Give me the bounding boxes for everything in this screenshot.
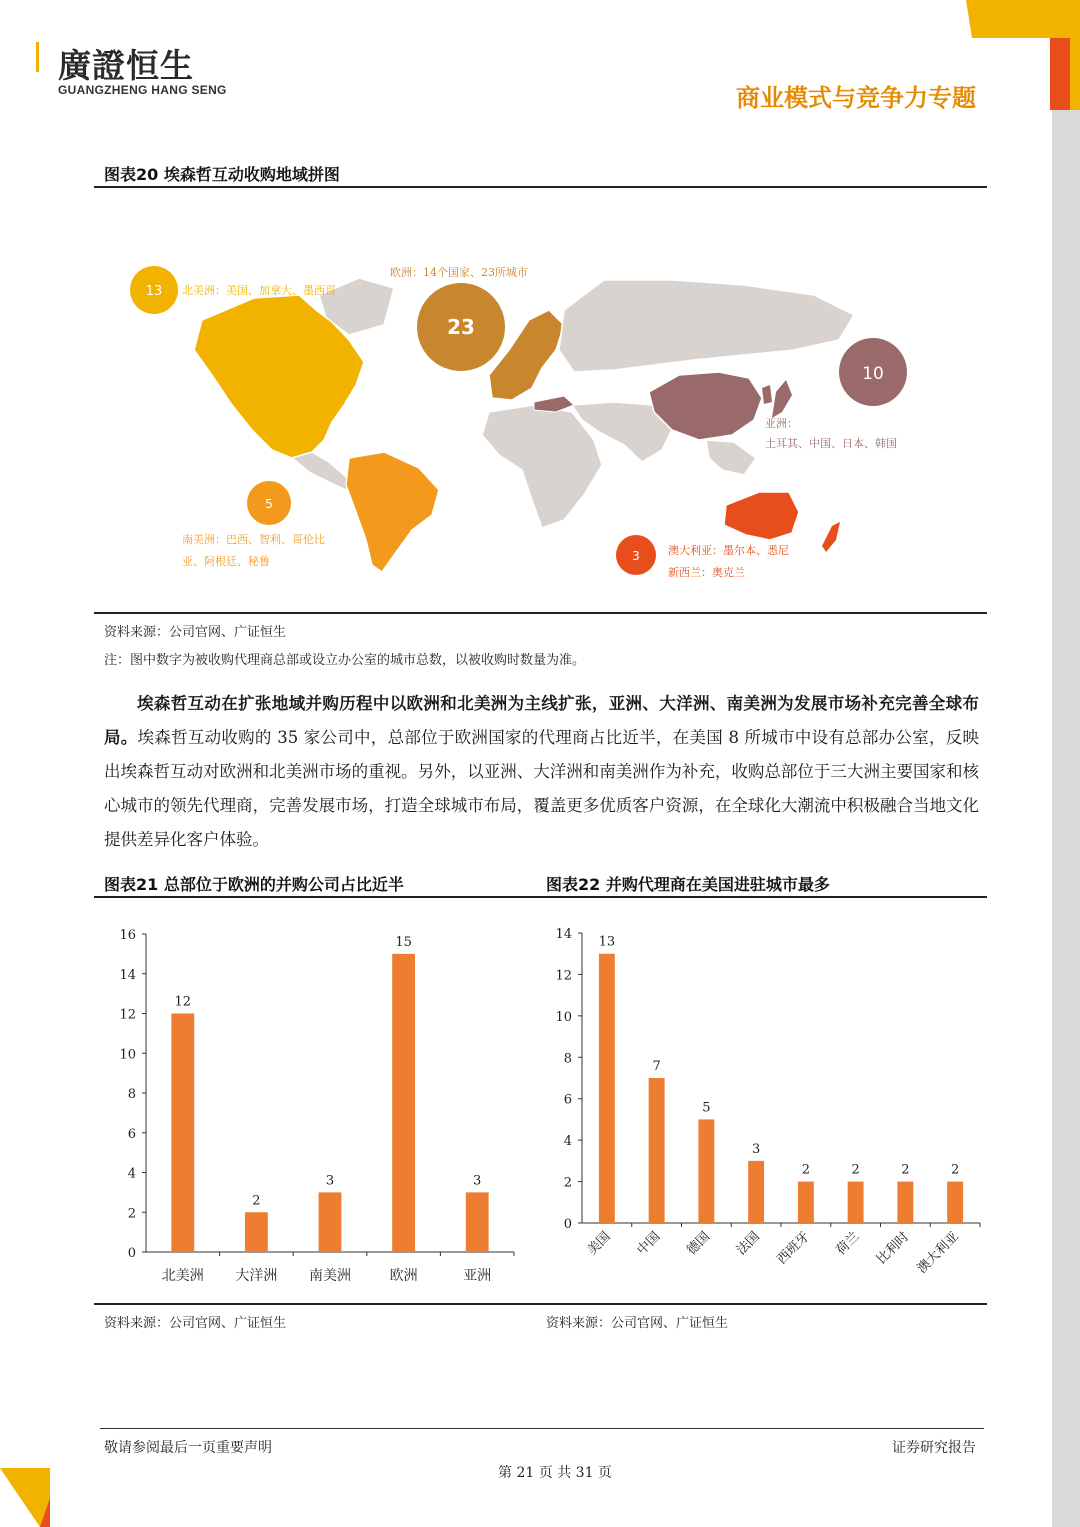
- body-paragraph: [104, 687, 979, 857]
- chart22-bar: [798, 1182, 814, 1223]
- asia-label-line2: 土耳其、中国、日本、韩国: [765, 437, 897, 450]
- chart22-category-label: 澳大利亚: [914, 1229, 962, 1277]
- japan-shape: [772, 380, 792, 418]
- chart21-data-label: 2: [252, 1193, 261, 1209]
- chart21-y-tick-label: 2: [127, 1206, 136, 1222]
- chart21-bar: [319, 1192, 342, 1252]
- chart22-bar: [897, 1182, 913, 1223]
- chart21-category-label: 亚洲: [463, 1268, 492, 1284]
- chart21-category-label: 大洋洲: [235, 1268, 278, 1284]
- chart22-category-label: 中国: [634, 1229, 664, 1259]
- chart22-category-label: 德国: [684, 1229, 714, 1259]
- new-zealand-shape: [822, 522, 840, 552]
- chart21-y-tick-label: 16: [119, 928, 136, 943]
- oceania-count: 3: [632, 549, 640, 563]
- figure20-note: 注：图中数字为被收购代理商总部或设立办公室的城市总数，以被收购时数量为准。: [104, 653, 586, 668]
- oceania-label-line2: 新西兰：奥克兰: [668, 566, 745, 579]
- figure22-source: 资料来源：公司官网、广证恒生: [546, 1316, 729, 1331]
- korea-shape: [762, 385, 772, 404]
- chart22-y-tick-label: 6: [563, 1092, 572, 1108]
- chart21-y-tick-label: 14: [119, 967, 136, 983]
- logo-mark: [36, 42, 39, 72]
- north-america-count: 13: [145, 284, 163, 299]
- figure20-source: 资料来源：公司官网、广证恒生: [104, 625, 287, 640]
- chart21-bar: [245, 1212, 268, 1252]
- chart22-bar: [698, 1119, 714, 1223]
- footer-disclaimer: 敬请参阅最后一页重要声明: [104, 1440, 272, 1456]
- north-america-label: 北美洲：美国、加拿大、墨西哥: [182, 284, 336, 297]
- chart21-data-label: 3: [473, 1173, 482, 1189]
- chart22-data-label: 3: [751, 1141, 761, 1157]
- figure22-title: 图表22 并购代理商在美国进驻城市最多: [546, 875, 830, 894]
- figure21-title: 图表21 总部位于欧洲的并购公司占比近半: [104, 875, 404, 894]
- turkey-shape: [534, 396, 574, 412]
- south-america-label-line1: 南美洲：巴西、智利、哥伦比: [182, 533, 325, 546]
- figure20-title: 图表20 埃森哲互动收购地域拼图: [104, 165, 340, 184]
- chart22-data-label: 2: [851, 1162, 860, 1178]
- figure21-source: 资料来源：公司官网、广证恒生: [104, 1316, 287, 1331]
- chart21-category-label: 欧洲: [389, 1268, 418, 1284]
- oceania-label-line1: 澳大利亚：墨尔本、悉尼: [668, 544, 789, 557]
- chart21-bar: [466, 1192, 489, 1252]
- chart22-bar: [947, 1182, 963, 1223]
- chart22-category-label: 法国: [733, 1229, 763, 1259]
- company-logo-english: GUANGZHENG HANG SENG: [58, 83, 227, 97]
- chart22-y-tick-label: 8: [563, 1051, 572, 1067]
- chart22-data-label: 2: [950, 1162, 960, 1178]
- chart22-y-tick-label: 10: [555, 1009, 572, 1025]
- chart22-category-label: 西班牙: [774, 1229, 813, 1268]
- chart21-y-tick-label: 12: [119, 1007, 136, 1023]
- world-map-figure: [94, 200, 987, 605]
- chart22-data-label: 13: [598, 934, 616, 950]
- south-america-label-line2: 亚、阿根廷、秘鲁: [182, 555, 270, 568]
- report-topic: 商业模式与竞争力专题: [736, 84, 976, 112]
- chart21-y-tick-label: 4: [127, 1166, 136, 1182]
- chart22-bar: [848, 1182, 864, 1223]
- chart21-y-tick-label: 0: [127, 1246, 136, 1261]
- page-number: 第 21 页 共 31 页: [498, 1465, 612, 1481]
- chart22-category-label: 荷兰: [833, 1229, 863, 1259]
- europe-count: 23: [447, 315, 475, 339]
- russia-shape: [559, 280, 854, 372]
- chart21-bar: [392, 954, 415, 1252]
- charts-bottom-rule: [94, 1303, 987, 1305]
- australia-shape: [724, 492, 799, 540]
- chart22-y-tick-label: 2: [563, 1175, 572, 1191]
- chart21-y-tick-label: 8: [127, 1087, 136, 1102]
- chart21-category-label: 北美洲: [161, 1268, 204, 1284]
- chart22-bar: [649, 1078, 665, 1223]
- chart21-y-tick-label: 6: [127, 1126, 136, 1142]
- southeast-asia-shape: [706, 440, 756, 475]
- corner-decoration: [966, 0, 1080, 110]
- footer-report-type: 证券研究报告: [892, 1440, 976, 1456]
- company-logo-text: 廣證恒生: [58, 46, 194, 85]
- south-america-shape: [346, 452, 439, 572]
- chart21-category-label: 南美洲: [309, 1268, 351, 1284]
- paragraph-lead: 埃森哲互动在扩张地域并购历程中以欧洲和北美洲为主线扩张，亚洲、大洋洲、南美洲为发展市场补充完善全球布局。: [104, 694, 979, 747]
- chart21-region-bar-chart: [94, 905, 524, 1300]
- chart22-data-label: 7: [652, 1059, 661, 1074]
- asia-label-line1: 亚洲：: [765, 417, 798, 430]
- chart21-data-label: 12: [174, 994, 192, 1010]
- chart22-y-tick-label: 4: [563, 1134, 572, 1150]
- chart21-data-label: 15: [395, 934, 412, 950]
- chart21-bar: [171, 1014, 194, 1253]
- footer-rule: [100, 1428, 984, 1429]
- africa-shape: [482, 405, 602, 528]
- charts-top-rule: [94, 896, 987, 898]
- chart21-data-label: 3: [325, 1173, 335, 1189]
- chart22-data-label: 2: [901, 1162, 910, 1178]
- chart22-y-tick-label: 0: [563, 1217, 572, 1232]
- chart22-country-bar-chart: [540, 905, 987, 1300]
- chart22-data-label: 2: [801, 1162, 811, 1178]
- south-america-count: 5: [265, 497, 273, 511]
- figure20-bottom-rule: [94, 612, 987, 614]
- paragraph-body: 埃森哲互动收购的 35 家公司中，总部位于欧洲国家的代理商占比近半，在美国 8 所城市中设有总部办公室，反映出埃森哲互动对欧洲和北美洲市场的重视。另外，以亚洲、大洋洲和南美洲作为补充，收购总部位于三大洲主要国家和核心城市的领先代理商，完善发展市场，打造全球城市布局，覆盖更多优质客户资源，在全球化大潮流中积极融合当地文化提供差异化客户体验。: [104, 728, 979, 849]
- chart22-category-label: 比利时: [874, 1229, 913, 1268]
- europe-label: 欧洲：14个国家、23所城市: [390, 266, 528, 279]
- chart22-data-label: 5: [702, 1100, 711, 1116]
- chart22-y-tick-label: 12: [555, 968, 572, 984]
- chart21-y-tick-label: 10: [119, 1047, 136, 1063]
- chart22-bar: [599, 954, 615, 1223]
- asia-count: 10: [862, 364, 884, 384]
- figure20-top-rule: [94, 186, 987, 188]
- chart22-category-label: 美国: [584, 1229, 614, 1259]
- chart22-bar: [748, 1161, 764, 1223]
- chart22-y-tick-label: 14: [555, 927, 572, 942]
- side-decoration-bar: [1052, 0, 1080, 1527]
